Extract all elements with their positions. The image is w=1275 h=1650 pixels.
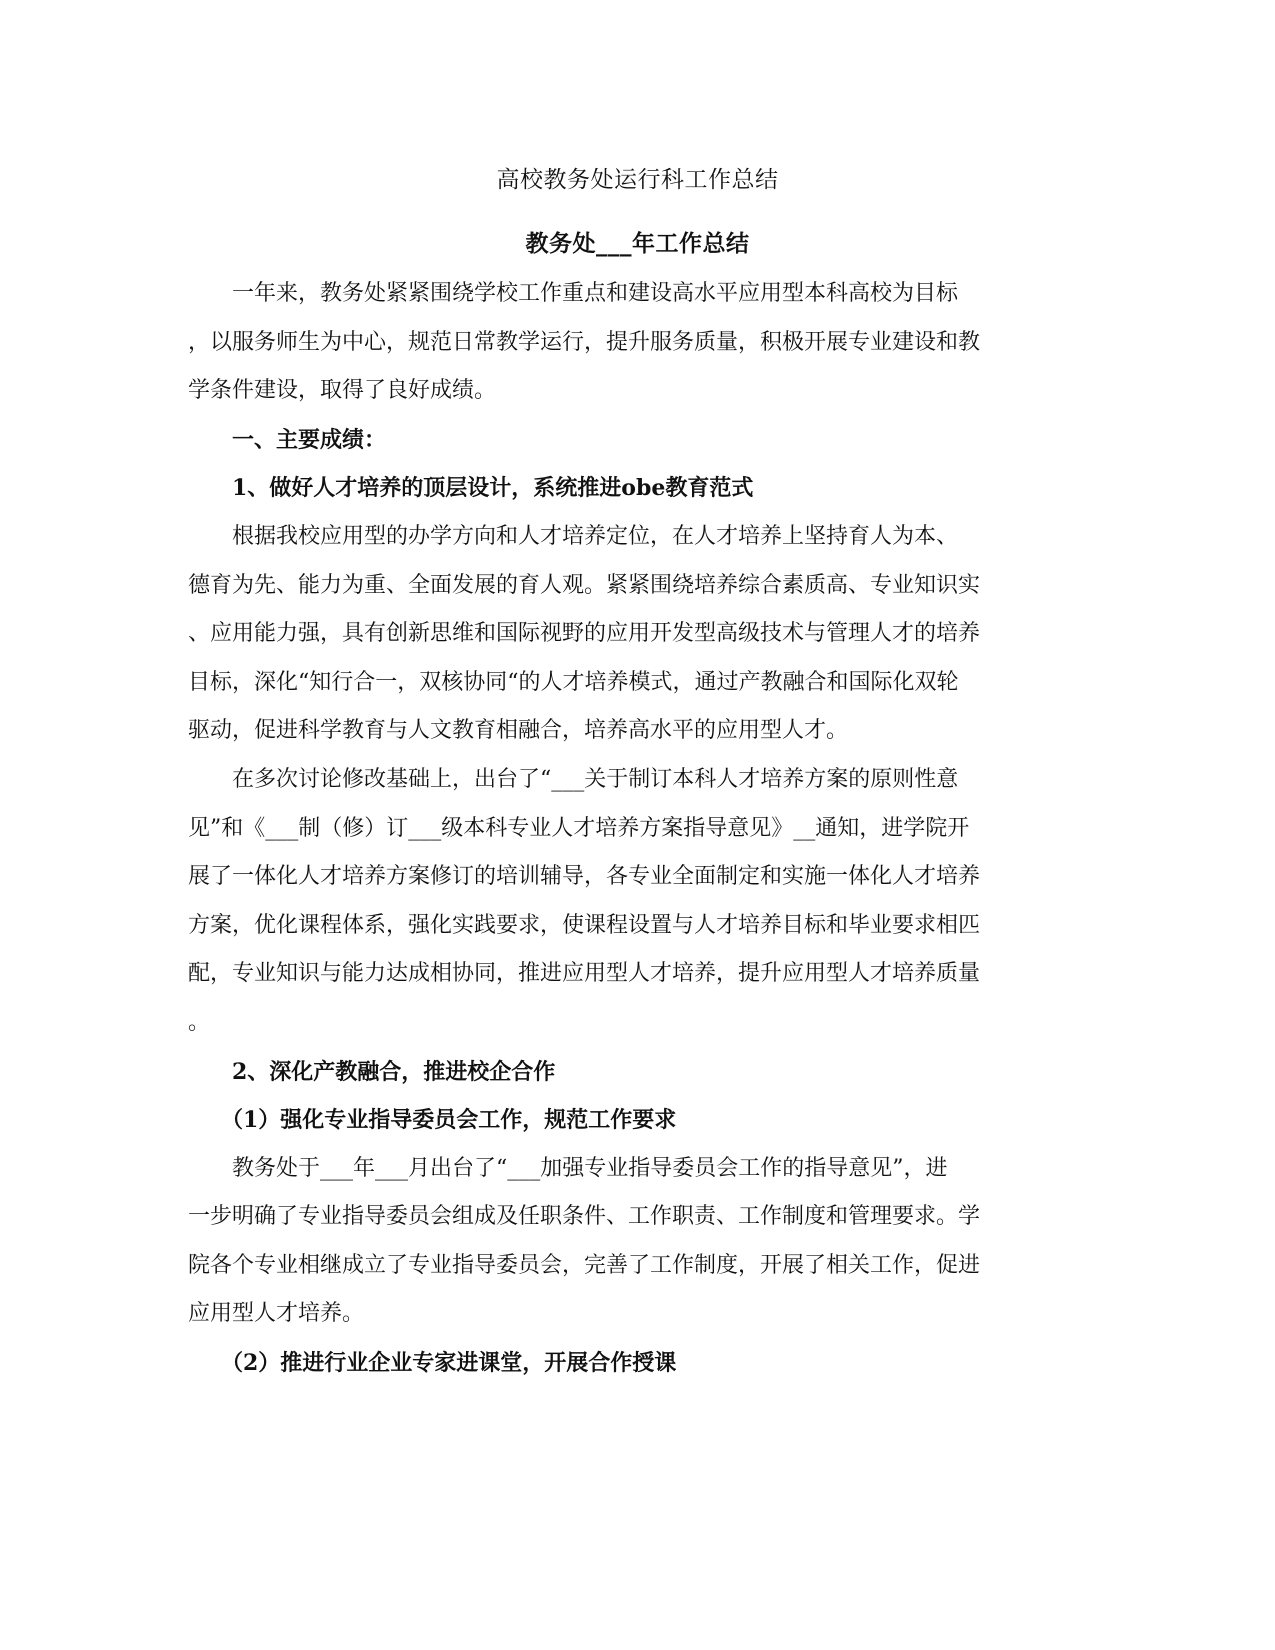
paragraph [188,513,1088,756]
text-line: 见”和《___制（修）订___级本科专业人才培养方案指导意见》__通知，进学院开 [188,815,970,841]
text-line: 驱动，促进科学教育与人文教育相融合，培养高水平的应用型人才。 [188,718,849,744]
paragraph-intro [188,270,1088,416]
text-line: 院各个专业相继成立了专业指导委员会，完善了工作制度，开展了相关工作，促进 [188,1252,981,1278]
text-line: 德育为先、能力为重、全面发展的育人观。紧紧围绕培养综合素质高、专业知识实 [188,572,981,598]
text-line: 配，专业知识与能力达成相协同，推进应用型人才培养，提升应用型人才培养质量 [188,961,981,987]
text-line: 应用型人才培养。 [188,1301,365,1327]
text-line: 。 [188,1009,211,1035]
paragraph [188,756,1088,1048]
document-body [188,270,1088,1388]
subsubsection-heading: （1）强化专业指导委员会工作，规范工作要求 [221,1107,677,1134]
text-line: 方案，优化课程体系，强化实践要求，使课程设置与人才培养目标和毕业要求相匹 [188,912,981,938]
text-line: 展了一体化人才培养方案修订的培训辅导，各专业全面制定和实施一体化人才培养 [188,864,981,890]
text-line: 一步明确了专业指导委员会组成及任职条件、工作职责、工作制度和管理要求。学 [188,1204,981,1230]
document-subtitle: 教务处___年工作总结 [525,230,750,257]
text-line: 、应用能力强，具有创新思维和国际视野的应用开发型高级技术与管理人才的培养 [188,621,981,647]
text-line: 目标，深化“知行合一，双核协同“的人才培养模式，通过产教融合和国际化双轮 [188,669,959,695]
subsection-heading: 1、做好人才培养的顶层设计，系统推进obe教育范式 [232,475,754,502]
paragraph [188,1145,1088,1339]
text-line: ，以服务师生为中心，规范日常教学运行，提升服务质量，积极开展专业建设和教 [188,329,981,355]
subsubsection-heading: （2）推进行业企业专家进课堂，开展合作授课 [221,1350,677,1377]
text-line: 在多次讨论修改基础上，出台了“___关于制订本科人才培养方案的原则性意 [232,766,959,792]
text-line: 一年来，教务处紧紧围绕学校工作重点和建设高水平应用型本科高校为目标 [232,281,959,306]
subsection-heading: 2、深化产教融合，推进校企合作 [232,1058,556,1085]
text-line: 教务处于___年___月出台了“___加强专业指导委员会工作的指导意见”，进 [232,1155,948,1181]
section-heading: 一、主要成绩： [232,426,387,453]
text-line: 根据我校应用型的办学方向和人才培养定位，在人才培养上坚持育人为本、 [232,523,959,549]
text-line: 学条件建设，取得了良好成绩。 [188,378,497,404]
document-title: 高校教务处运行科工作总结 [496,167,779,193]
